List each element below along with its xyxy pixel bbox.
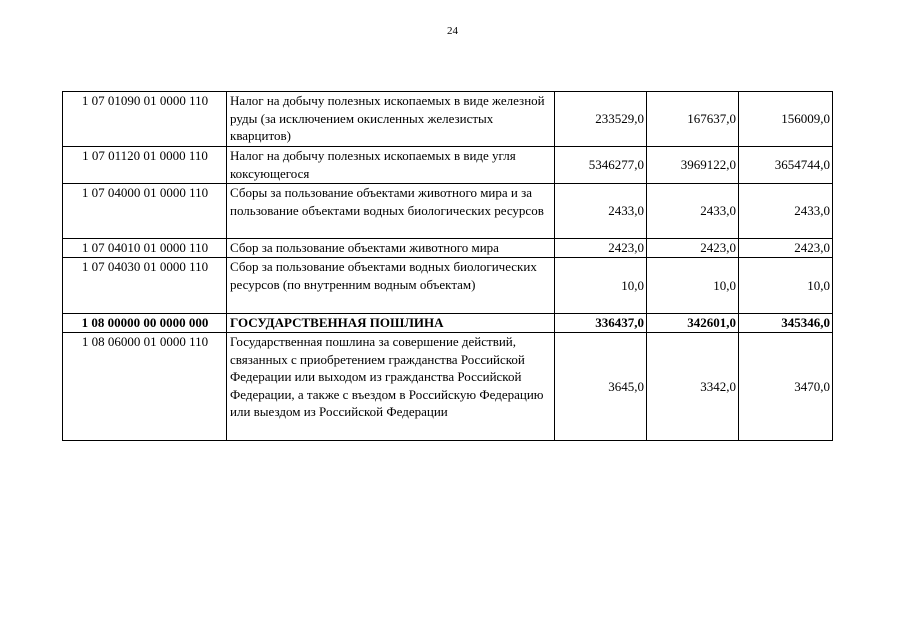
table-row xyxy=(63,239,833,258)
amount-year-3: 3470,0 xyxy=(739,333,833,441)
budget-classification-code: 1 08 00000 00 0000 000 xyxy=(63,314,227,333)
amount-year-2: 167637,0 xyxy=(647,92,739,147)
amount-year-2: 3342,0 xyxy=(647,333,739,441)
amount-year-2: 2433,0 xyxy=(647,184,739,239)
amount-year-1: 2433,0 xyxy=(555,184,647,239)
amount-year-2: 342601,0 xyxy=(647,314,739,333)
amount-year-3: 10,0 xyxy=(739,258,833,314)
amount-year-2: 3969122,0 xyxy=(647,147,739,184)
amount-year-1: 5346277,0 xyxy=(555,147,647,184)
amount-year-1: 233529,0 xyxy=(555,92,647,147)
amount-year-2: 2423,0 xyxy=(647,239,739,258)
revenue-item-name: Налог на добычу полезных ископаемых в виде угля коксующегося xyxy=(227,147,555,184)
amount-year-3: 2433,0 xyxy=(739,184,833,239)
amount-year-1: 10,0 xyxy=(555,258,647,314)
amount-year-3: 2423,0 xyxy=(739,239,833,258)
amount-year-1: 3645,0 xyxy=(555,333,647,441)
revenue-item-name: Сборы за пользование объектами животного мира и за пользование объектами водных биологических ресурсов xyxy=(227,184,555,239)
revenue-item-name: Налог на добычу полезных ископаемых в виде железной руды (за исключением окисленных железистых кварцитов) xyxy=(227,92,555,147)
budget-classification-code: 1 07 01090 01 0000 110 xyxy=(63,92,227,147)
page-number: 24 xyxy=(447,25,458,37)
revenue-item-name: Сбор за пользование объектами животного мира xyxy=(227,239,555,258)
budget-classification-code: 1 07 04030 01 0000 110 xyxy=(63,258,227,314)
budget-classification-code: 1 07 04000 01 0000 110 xyxy=(63,184,227,239)
revenue-item-name: ГОСУДАРСТВЕННАЯ ПОШЛИНА xyxy=(227,314,555,333)
amount-year-3: 156009,0 xyxy=(739,92,833,147)
budget-revenue-table xyxy=(62,91,833,441)
budget-classification-code: 1 08 06000 01 0000 110 xyxy=(63,333,227,441)
table-row xyxy=(63,147,833,184)
amount-year-3: 345346,0 xyxy=(739,314,833,333)
amount-year-3: 3654744,0 xyxy=(739,147,833,184)
table-row xyxy=(63,184,833,239)
revenue-item-name: Государственная пошлина за совершение действий, связанных с приобретением гражданства Российской Федерации или выходом из гражданства Российской Федерации, а также с въездом в Российскую Федерацию или выездом из Российской Федерации xyxy=(227,333,555,441)
amount-year-1: 2423,0 xyxy=(555,239,647,258)
revenue-item-name: Сбор за пользование объектами водных биологических ресурсов (по внутренним водным объектам) xyxy=(227,258,555,314)
budget-classification-code: 1 07 04010 01 0000 110 xyxy=(63,239,227,258)
budget-classification-code: 1 07 01120 01 0000 110 xyxy=(63,147,227,184)
table-row xyxy=(63,258,833,314)
table-row-section-total xyxy=(63,314,833,333)
table-row xyxy=(63,92,833,147)
amount-year-1: 336437,0 xyxy=(555,314,647,333)
table-row xyxy=(63,333,833,441)
amount-year-2: 10,0 xyxy=(647,258,739,314)
